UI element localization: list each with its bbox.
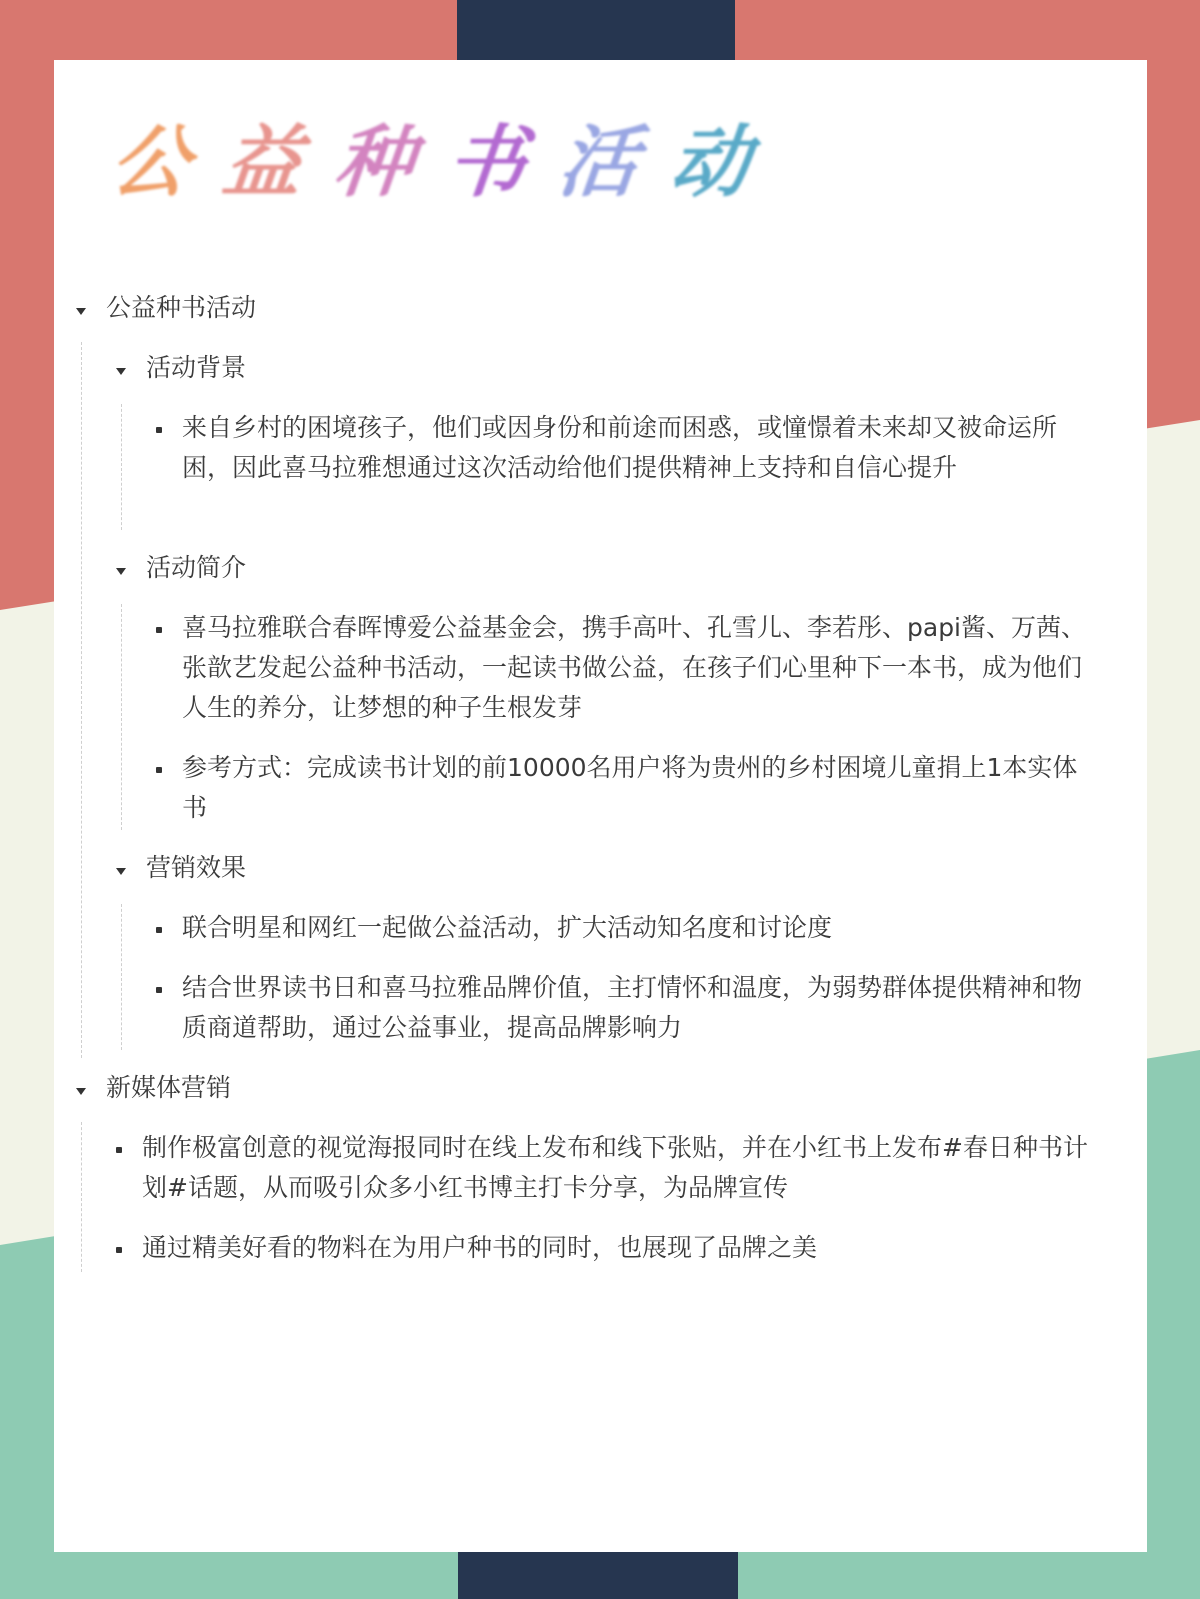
outline-item: 参考方式：完成读书计划的前10000名用户将为贵州的乡村困境儿童捐上1本实体书 xyxy=(182,753,1078,822)
bullet-icon xyxy=(156,427,162,433)
outline-item: 来自乡村的困境孩子，他们或因身份和前途而困惑，或憧憬着未来却又被命运所困，因此喜马拉雅想通过这次活动给他们提供精神上支持和自信心提升 xyxy=(182,413,1058,482)
indent-guide xyxy=(121,404,122,530)
collapse-triangle-icon[interactable] xyxy=(76,308,86,315)
bullet-icon xyxy=(156,767,162,773)
outline-node-background: 活动背景 xyxy=(146,353,247,382)
outline-item: 喜马拉雅联合春晖博爱公益基金会，携手高叶、孔雪儿、李若彤、papi酱、万茜、张歆艺发起公益种书活动，一起读书做公益，在孩子们心里种下一本书，成为他们人生的养分，让梦想的种子生根发芽 xyxy=(182,613,1087,722)
collapse-triangle-icon[interactable] xyxy=(116,368,126,375)
indent-guide xyxy=(81,342,82,1058)
top-accent-bar xyxy=(457,0,735,62)
title-char: 活 xyxy=(554,117,643,208)
indent-guide xyxy=(81,1122,82,1272)
page-title xyxy=(106,96,755,216)
bullet-icon xyxy=(156,987,162,993)
outline-item: 制作极富创意的视觉海报同时在线上发布和线下张贴，并在小红书上发布#春日种书计划#话题，从而吸引众多小红书博主打卡分享，为品牌宣传 xyxy=(142,1133,1088,1202)
outline-item: 联合明星和网红一起做公益活动，扩大活动知名度和讨论度 xyxy=(182,913,833,942)
collapse-triangle-icon[interactable] xyxy=(116,868,126,875)
outline-item: 结合世界读书日和喜马拉雅品牌价值，主打情怀和温度，为弱势群体提供精神和物质商道帮助，通过公益事业，提高品牌影响力 xyxy=(182,973,1083,1042)
outline-node-effect: 营销效果 xyxy=(146,853,247,882)
bullet-icon xyxy=(116,1247,122,1253)
title-char: 公 xyxy=(106,117,195,208)
collapse-triangle-icon[interactable] xyxy=(76,1088,86,1095)
indent-guide xyxy=(121,604,122,830)
outline-node-root-1: 公益种书活动 xyxy=(106,293,257,322)
bottom-accent-bar xyxy=(458,1552,738,1599)
outline-node-root-2: 新媒体营销 xyxy=(106,1073,232,1102)
bullet-icon xyxy=(116,1147,122,1153)
bullet-icon xyxy=(156,927,162,933)
outline-node-intro: 活动简介 xyxy=(146,553,247,582)
title-char: 书 xyxy=(442,117,531,208)
title-char: 益 xyxy=(218,117,307,208)
collapse-triangle-icon[interactable] xyxy=(116,568,126,575)
content-card xyxy=(54,60,1147,1552)
title-char: 种 xyxy=(330,117,419,208)
indent-guide xyxy=(121,904,122,1050)
bullet-icon xyxy=(156,627,162,633)
outline-item: 通过精美好看的物料在为用户种书的同时，也展现了品牌之美 xyxy=(142,1233,818,1262)
title-char: 动 xyxy=(666,117,755,208)
